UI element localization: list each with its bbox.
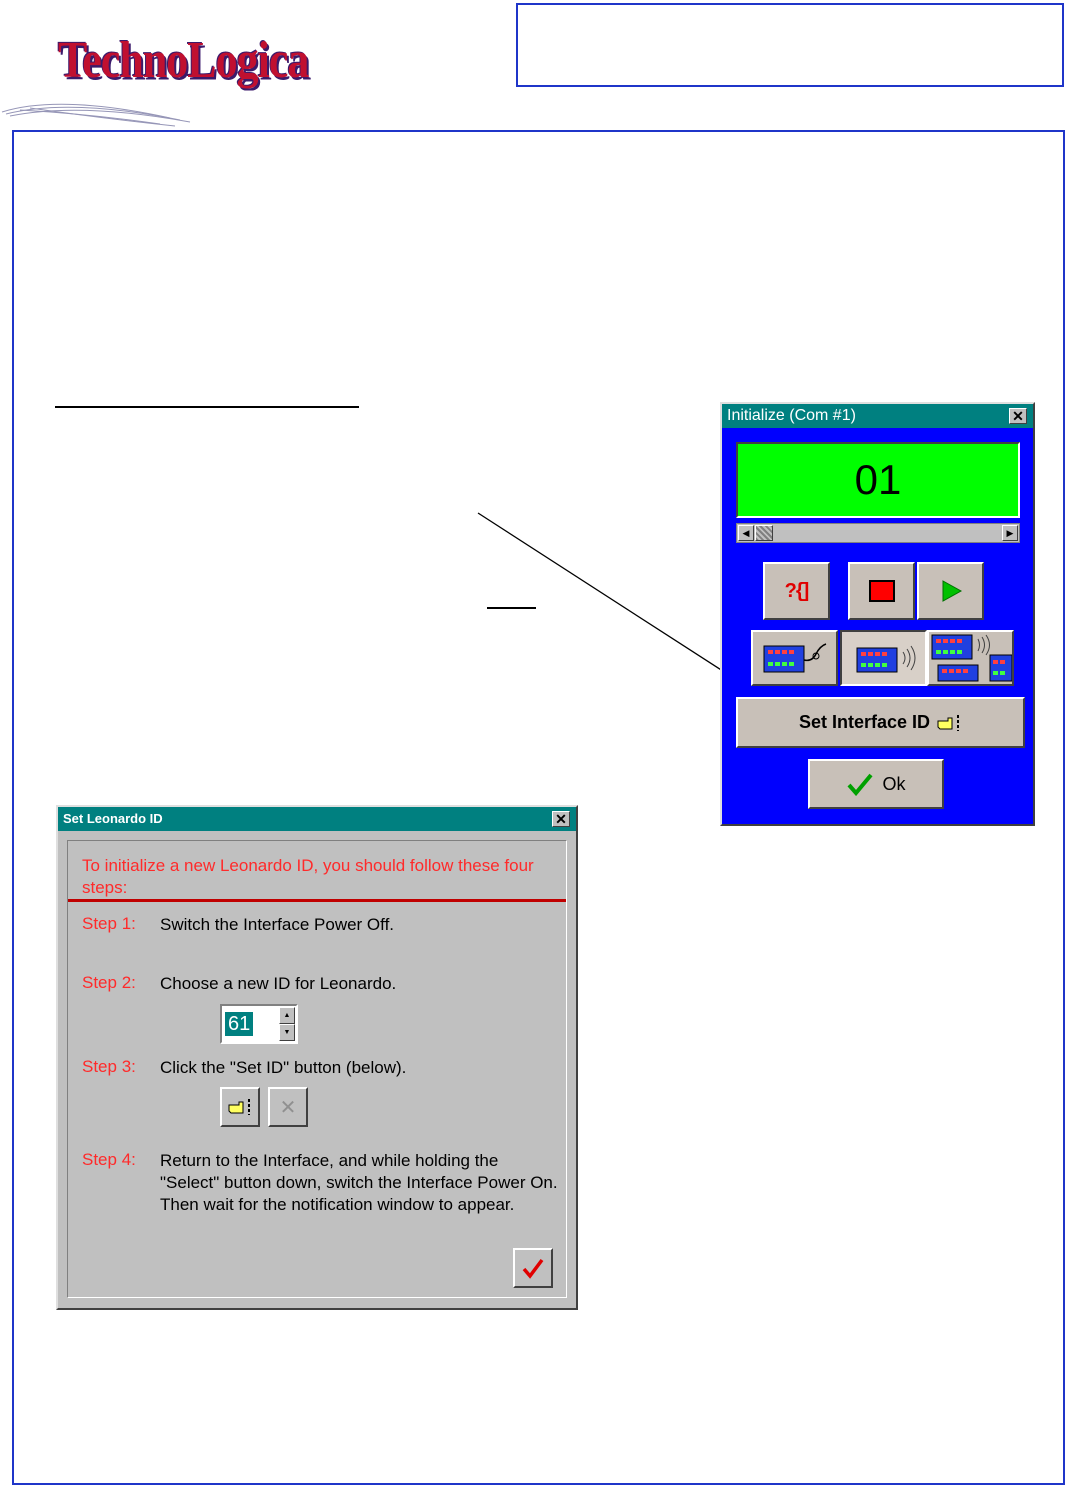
scroll-right-button[interactable] <box>1002 525 1018 541</box>
query-icon: ?{] <box>784 579 809 602</box>
checkmark-icon <box>521 1257 545 1279</box>
cancel-icon: ✕ <box>279 1096 297 1119</box>
arrow-right-icon: ▶ <box>1006 528 1014 538</box>
set-interface-id-button[interactable] <box>736 697 1025 748</box>
query-interface-button[interactable] <box>763 562 830 620</box>
set-leonardo-id-titlebar <box>58 807 576 831</box>
instructions-panel <box>67 840 567 1298</box>
wireless-interface-icon <box>849 640 919 676</box>
arrow-up-icon: ▲ <box>283 1012 291 1019</box>
set-id-button[interactable] <box>220 1087 260 1127</box>
arrow-left-icon: ◀ <box>742 528 750 538</box>
confirm-button[interactable] <box>513 1248 553 1288</box>
play-button[interactable] <box>917 562 984 620</box>
intro-divider <box>68 899 566 902</box>
cable-mode-button[interactable] <box>751 630 838 686</box>
close-button[interactable] <box>1009 408 1027 424</box>
scroll-thumb[interactable] <box>755 525 773 541</box>
stop-button[interactable] <box>848 562 915 620</box>
ok-label: Ok <box>882 773 906 794</box>
step-label: Step 1: <box>82 914 136 933</box>
stop-icon <box>869 580 895 602</box>
logo-text: TechnoLogica <box>58 31 309 89</box>
step-label: Step 3: <box>82 1057 136 1076</box>
checkmark-icon <box>846 772 874 796</box>
close-icon: ✕ <box>1012 408 1024 424</box>
wireless-mode-button[interactable] <box>840 630 927 686</box>
pointing-hand-icon <box>936 713 962 733</box>
cable-interface-icon <box>760 640 830 676</box>
initialize-titlebar <box>722 404 1033 428</box>
interface-id-display: 01 <box>736 442 1020 518</box>
scroll-left-button[interactable] <box>738 525 754 541</box>
window-title: Set Leonardo ID <box>63 811 163 826</box>
spin-down-button[interactable] <box>279 1024 295 1041</box>
step-label: Step 4: <box>82 1150 136 1169</box>
id-scrollbar[interactable] <box>736 523 1020 543</box>
spin-up-button[interactable] <box>279 1007 295 1024</box>
window-title: Initialize (Com #1) <box>727 407 856 424</box>
step-text: Return to the Interface, and while holding the "Select" button down, switch the Interface Power On. Then wait for the notification window to appear. <box>160 1151 558 1214</box>
ok-button[interactable] <box>808 759 944 809</box>
multi-interface-mode-button[interactable] <box>927 630 1014 686</box>
close-button[interactable] <box>552 811 570 827</box>
play-icon <box>939 579 963 603</box>
step-text: Choose a new ID for Leonardo. <box>160 974 397 993</box>
set-leonardo-id-window <box>56 805 578 1310</box>
close-icon: ✕ <box>555 811 567 827</box>
initialize-window <box>720 402 1035 826</box>
arrow-down-icon: ▼ <box>283 1029 291 1036</box>
intro-text: To initialize a new Leonardo ID, you should follow these four steps: <box>82 856 534 897</box>
leonardo-id-spinner[interactable] <box>220 1004 298 1044</box>
cancel-set-id-button[interactable] <box>268 1087 308 1127</box>
step-text: Click the "Set ID" button (below). <box>160 1058 407 1077</box>
step-label: Step 2: <box>82 973 136 992</box>
multi-interface-icon <box>930 633 1012 683</box>
set-interface-id-label: Set Interface ID <box>798 712 931 732</box>
step-text: Switch the Interface Power Off. <box>160 915 395 934</box>
pointing-hand-icon <box>227 1097 253 1117</box>
leonardo-id-value[interactable]: 61 <box>225 1012 253 1036</box>
